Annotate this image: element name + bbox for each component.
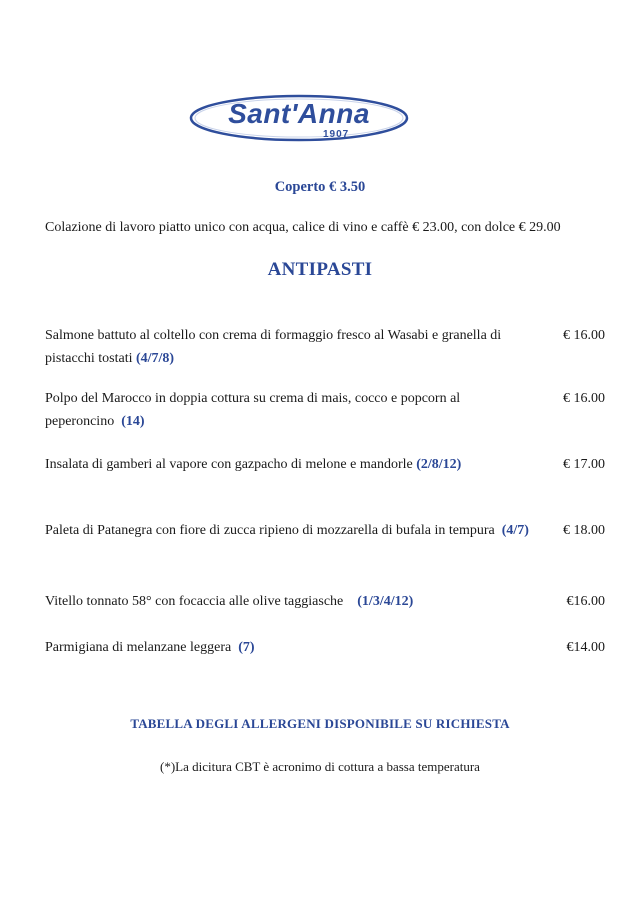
menu-item-price: €14.00 [566,640,605,655]
restaurant-logo [189,94,409,146]
menu-item [45,636,605,659]
logo-name: Sant'Anna [228,98,370,129]
menu-item-description [45,324,540,370]
menu-item-description [45,590,540,613]
menu-item-allergens: (14) [121,414,145,429]
menu-item-description [45,387,495,433]
menu-item-text: Polpo del Marocco in doppia cottura su crema di mais, cocco e popcorn al peperoncino [45,391,461,429]
menu-item-price: € 17.00 [563,457,605,472]
allergen-table-notice: TABELLA DEGLI ALLERGENI DISPONIBILE SU RICHIESTA [130,716,510,731]
menu-item [45,517,605,544]
menu-item-price: € 18.00 [563,523,605,538]
menu-item [45,324,605,370]
menu-item-allergens: (2/8/12) [416,457,462,472]
menu-item-price: €16.00 [566,594,605,609]
menu-item-description [45,453,465,476]
section-title-antipasti: ANTIPASTI [267,259,373,280]
cbt-footnote: (*)La dicitura CBT è acronimo di cottura a bassa temperatura [160,759,480,774]
menu-item-allergens: (4/7) [501,523,529,538]
menu-item-allergens: (4/7/8) [135,351,175,366]
menu-item-price: € 16.00 [563,391,605,406]
logo-year: 1907 [323,129,350,140]
menu-item-text: Salmone battuto al coltello con crema di formaggio fresco al Wasabi e granella di pistacchi tostati [45,328,502,366]
menu-item-price: € 16.00 [563,328,605,343]
menu-item-description [45,517,540,544]
menu-item-description [45,636,540,659]
colazione-offer: Colazione di lavoro piatto unico con acqua, calice di vino e caffè € 23.00, con dolce € 29.00 [45,220,561,235]
coperto-price: Coperto € 3.50 [274,179,366,195]
menu-item-text: Insalata di gamberi al vapore con gazpacho di melone e mandorle [45,457,413,472]
menu-item [45,387,605,433]
menu-item [45,453,605,476]
menu-item-allergens: (1/3/4/12) [357,594,414,609]
menu-item [45,590,605,613]
menu-item-text: Vitello tonnato 58° con focaccia alle olive taggiasche [45,594,344,609]
menu-item-allergens: (7) [238,640,255,655]
menu-item-text: Paleta di Patanegra con fiore di zucca ripieno di mozzarella di bufala in tempura [45,523,495,538]
menu-item-text: Parmigiana di melanzane leggera [45,640,232,655]
